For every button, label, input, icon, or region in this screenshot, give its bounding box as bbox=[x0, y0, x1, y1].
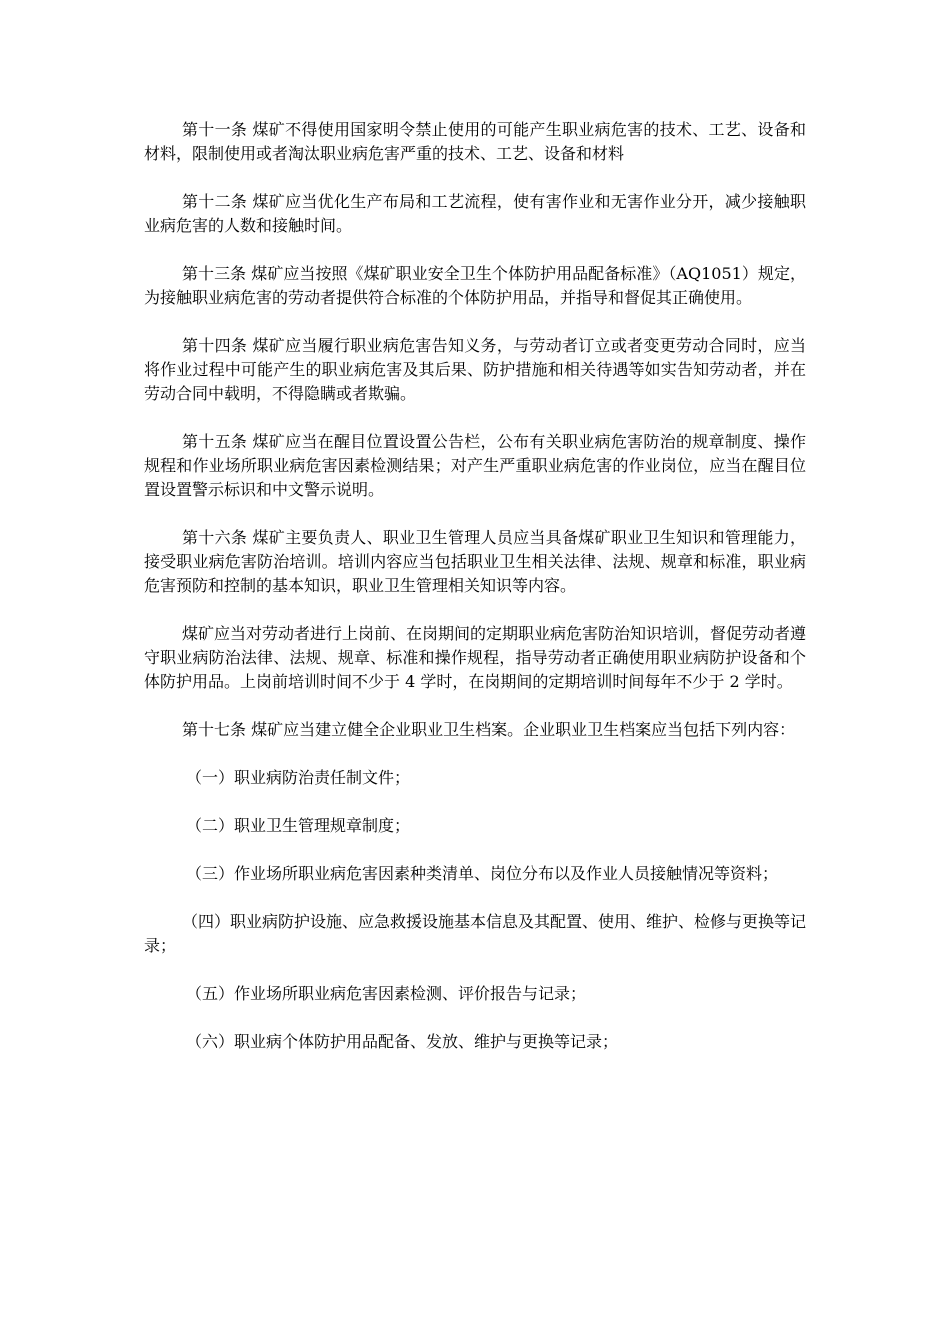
list-item-6: （六）职业病个体防护用品配备、发放、维护与更换等记录； bbox=[186, 1032, 619, 1051]
article-12-paragraph: 第十二条 煤矿应当优化生产布局和工艺流程，使有害作业和无害作业分开，减少接触职业病危害的人数和接触时间。 bbox=[144, 192, 806, 235]
article-15-paragraph: 第十五条 煤矿应当在醒目位置设置公告栏，公布有关职业病危害防治的规章制度、操作规程和作业场所职业病危害因素检测结果；对产生严重职业病危害的作业岗位，应当在醒目位置设置警示标识和中文警示说明。 bbox=[144, 432, 806, 499]
list-item-1: （一）职业病防治责任制文件； bbox=[186, 768, 411, 787]
article-17-paragraph: 第十七条 煤矿应当建立健全企业职业卫生档案。企业职业卫生档案应当包括下列内容： bbox=[182, 720, 796, 739]
article-16-training-paragraph: 煤矿应当对劳动者进行上岗前、在岗期间的定期职业病危害防治知识培训，督促劳动者遵守职业病防治法律、法规、规章、标准和操作规程，指导劳动者正确使用职业病防护设备和个体防护用品。上岗前培训时间不少于 4 学时，在岗期间的定期培训时间每年不少于 2 学时。 bbox=[144, 624, 807, 691]
article-14-paragraph: 第十四条 煤矿应当履行职业病危害告知义务，与劳动者订立或者变更劳动合同时，应当将作业过程中可能产生的职业病危害及其后果、防护措施和相关待遇等如实告知劳动者，并在劳动合同中载明，不得隐瞒或者欺骗。 bbox=[144, 336, 806, 403]
list-item-4: （四）职业病防护设施、应急救援设施基本信息及其配置、使用、维护、检修与更换等记录； bbox=[144, 912, 807, 955]
article-11-paragraph: 第十一条 煤矿不得使用国家明令禁止使用的可能产生职业病危害的技术、工艺、设备和材料，限制使用或者淘汰职业病危害严重的技术、工艺、设备和材料 bbox=[144, 120, 806, 163]
article-13-paragraph: 第十三条 煤矿应当按照《煤矿职业安全卫生个体防护用品配备标准》（AQ1051）规定，为接触职业病危害的劳动者提供符合标准的个体防护用品，并指导和督促其正确使用。 bbox=[144, 264, 806, 307]
list-item-2: （二）职业卫生管理规章制度； bbox=[186, 816, 411, 835]
article-16-paragraph: 第十六条 煤矿主要负责人、职业卫生管理人员应当具备煤矿职业卫生知识和管理能力，接受职业病危害防治培训。培训内容应当包括职业卫生相关法律、法规、规章和标准，职业病危害预防和控制的基本知识，职业卫生管理相关知识等内容。 bbox=[144, 528, 806, 595]
list-item-3: （三）作业场所职业病危害因素种类清单、岗位分布以及作业人员接触情况等资料； bbox=[186, 864, 779, 883]
list-item-5: （五）作业场所职业病危害因素检测、评价报告与记录； bbox=[186, 984, 587, 1003]
document-body bbox=[144, 118, 806, 1054]
